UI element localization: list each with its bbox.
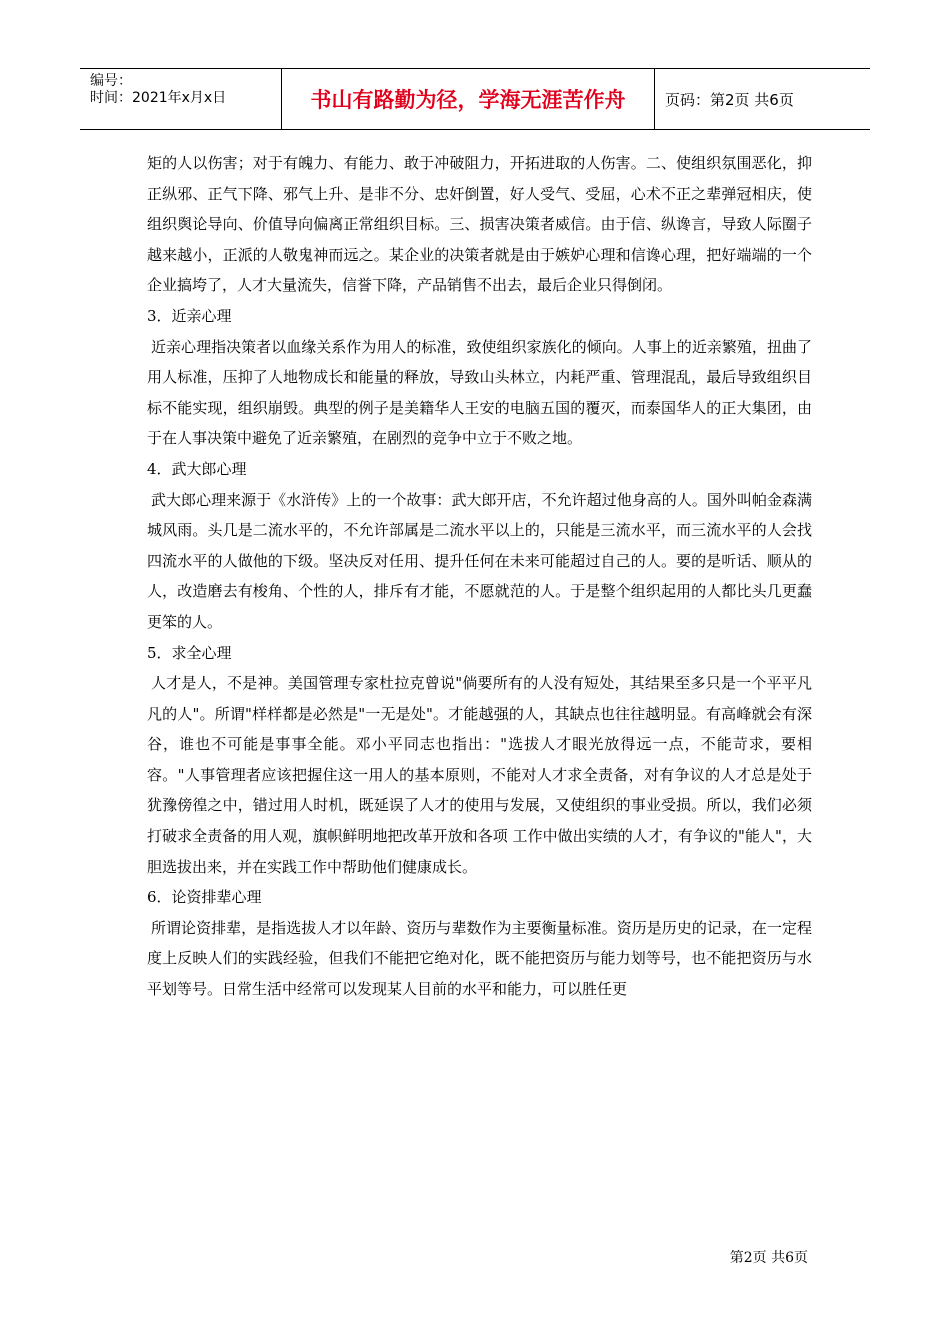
paragraph: 矩的人以伤害；对于有魄力、有能力、敢于冲破阻力，开拓进取的人伤害。二、使组织氛围恶化，抑正纵邪、正气下降、邪气上升、是非不分、忠奸倒置，好人受气、受屈，心术不正之辈弹冠相庆，使组织舆论导向、价值导向偏离正常组织目标。三、损害决策者威信。由于信、纵谗言，导致人际圈子越来越小，正派的人敬鬼神而远之。某企业的决策者就是由于嫉妒心理和信谗心理，把好端端的一个企业搞垮了，人才大量流失，信誉下降，产品销售不出去，最后企业只得倒闭。: [147, 154, 812, 295]
paragraph: 所谓论资排辈，是指选拔人才以年龄、资历与辈数作为主要衡量标准。资历是历史的记录，在一定程度上反映人们的实践经验，但我们不能把它绝对化，既不能把资历与能力划等号，也不能把资历与水平划等号。日常生活中经常可以发现某人目前的水平和能力，可以胜任更: [147, 918, 812, 999]
header-meta: [80, 69, 282, 129]
section-heading: 3．近亲心理: [147, 306, 232, 325]
serial-label: 编号：: [90, 73, 132, 89]
page-header: [80, 68, 870, 130]
section-heading: 5．求全心理: [147, 643, 232, 662]
section-heading: 6．论资排辈心理: [147, 888, 262, 907]
header-page-code: 页码：第2页 共6页: [665, 90, 794, 109]
time-label: 时间：2021年x月x日: [90, 90, 227, 106]
paragraph: 人才是人，不是神。美国管理专家杜拉克曾说"倘要所有的人没有短处，其结果至多只是一个平平凡凡的人"。所谓"样样都是必然是"一无是处"。才能越强的人，其缺点也往往越明显。有高峰就会有深谷，谁也不可能是事事全能。邓小平同志也指出："选拔人才眼光放得远一点，不能苛求，要相容。"人事管理者应该把握住这一用人的基本原则，不能对人才求全责备，对有争议的人才总是处于犹豫傍徨之中，错过用人时机，既延误了人才的使用与发展，又使组织的事业受损。所以，我们必须打破求全责备的用人观，旗帜鲜明地把改革开放和各项 工作中做出实绩的人才，有争议的"能人"，大胆选拔出来，并在实践工作中帮助他们健康成长。: [147, 674, 812, 876]
header-motto: 书山有路勤为径，学海无涯苦作舟: [282, 69, 655, 129]
page-footer: 第2页 共6页: [729, 1250, 808, 1266]
paragraph: 武大郎心理来源于《水浒传》上的一个故事：武大郎开店，不允许超过他身高的人。国外叫帕金森满城风雨。头几是二流水平的，不允许部属是二流水平以上的，只能是三流水平，而三流水平的人会找四流水平的人做他的下级。坚决反对任用、提升任何在未来可能超过自己的人。要的是听话、顺从的人，改造磨去有梭角、个性的人，排斥有才能，不愿就范的人。于是整个组织起用的人都比头几更蠢更笨的人。: [147, 490, 812, 631]
paragraph: 近亲心理指决策者以血缘关系作为用人的标准，致使组织家族化的倾向。人事上的近亲繁殖，扭曲了用人标准，压抑了人地物成长和能量的释放，导致山头林立，内耗严重、管理混乱，最后导致组织目标不能实现，组织崩毁。典型的例子是美籍华人王安的电脑五国的覆灭，而泰国华人的正大集团，由于在人事决策中避免了近亲繁殖，在剧烈的竞争中立于不败之地。: [147, 337, 812, 448]
document-body: [147, 148, 812, 1005]
section-heading: 4．武大郎心理: [147, 459, 247, 478]
